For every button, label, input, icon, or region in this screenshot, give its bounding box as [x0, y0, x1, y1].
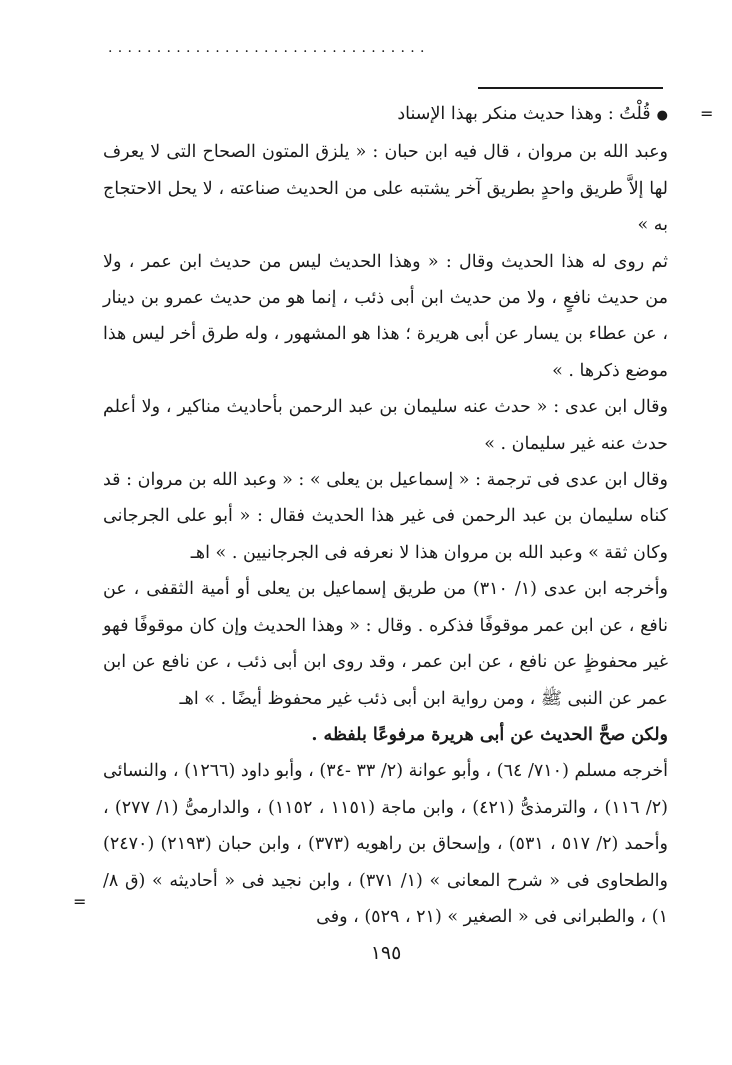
decorative-dotted-rule: .................................	[108, 40, 430, 56]
note-text: قُلْتُ : وهذا حديث منكر بهذا الإسناد	[397, 104, 651, 124]
paragraph-5: وأخرجه ابن عدى (١/ ٣١٠) من طريق إسماعيل بن يعلى أو أمية الثقفى ، عن نافع ، عن ابن عمر موقوفًا فذكره . وقال : « وهذا الحديث وإن كان موقوفًا فهو غير محفوظٍ عن نافع ، عن ابن عمر ، وقد روى ابن أبى ذئب ، عن نافع عن ابن عمر عن النبى ﷺ ، ومن رواية ابن أبى ذئب غير محفوظ أيضًا . » اهـ	[103, 579, 668, 709]
paragraph-4: وقال ابن عدى فى ترجمة : « إسماعيل بن يعلى » : « وعبد الله بن مروان : قد كناه سليمان بن عبد الرحمن فى غير هذا الحديث فقال : « أبو على الجرجانى وكان ثقة » وعبد الله بن مروان هذا لا نعرفه فى الجرجانيين . » اهـ	[103, 470, 668, 563]
paragraph-2: ثم روى له هذا الحديث وقال : « وهذا الحديث ليس من حديث ابن عمر ، ولا من حديث نافعٍ ، ولا من حديث ابن أبى ذئب ، إنما هو من حديث عمرو بن دينار ، عن عطاء بن يسار عن أبى هريرة ؛ هذا هو المشهور ، وله طرق أخر ليس هذا موضع ذكرها . »	[103, 251, 668, 381]
paragraph-3: وقال ابن عدى : « حدث عنه سليمان بن عبد الرحمن بأحاديث مناكير ، ولا أعلم حدث عنه غير سليمان . »	[103, 397, 668, 454]
paragraph-1: وعبد الله بن مروان ، قال فيه ابن حبان : « يلزق المتون الصحاح التى لا يعرف لها إلاَّ طريق واحدٍ بطريق آخر يشتبه على من الحديث صناعته ، لا يحل الاحتجاج به »	[103, 142, 668, 236]
bullet-icon: ●	[656, 108, 668, 123]
note-line	[103, 96, 668, 134]
paragraph-6-bold: ولكن صحَّ الحديث عن أبى هريرة مرفوعًا بلفظه .	[311, 724, 668, 745]
page-number: ١٩٥	[370, 942, 402, 964]
page-body-text	[103, 96, 668, 935]
margin-equals-mark-bottom: =	[73, 892, 87, 911]
margin-equals-mark-top: =	[700, 104, 714, 123]
paragraph-7: أخرجه مسلم (٧١٠/ ٦٤) ، وأبو عوانة (٢/ ٣٣ -٣٤) ، وأبو داود (١٢٦٦) ، والنسائى (٢/ ١١٦) ، والترمذىُّ (٤٢١) ، وابن ماجة (١١٥١ ، ١١٥٢) ، والدارمىُّ (١/ ٢٧٧) ، وأحمد (٢/ ٥١٧ ، ٥٣١) ، وإسحاق بن راهويه (٣٧٣) ، وابن حبان (٢١٩٣) (٢٤٧٠) والطحاوى فى « شرح المعانى » (١/ ٣٧١) ، وابن نجيد فى « أحاديثه » (ق ٨/ ١) ، والطبرانى فى « الصغير » (٢١ ، ٥٢٩) ، وفى	[102, 761, 668, 927]
footnote-separator-line	[478, 87, 663, 89]
